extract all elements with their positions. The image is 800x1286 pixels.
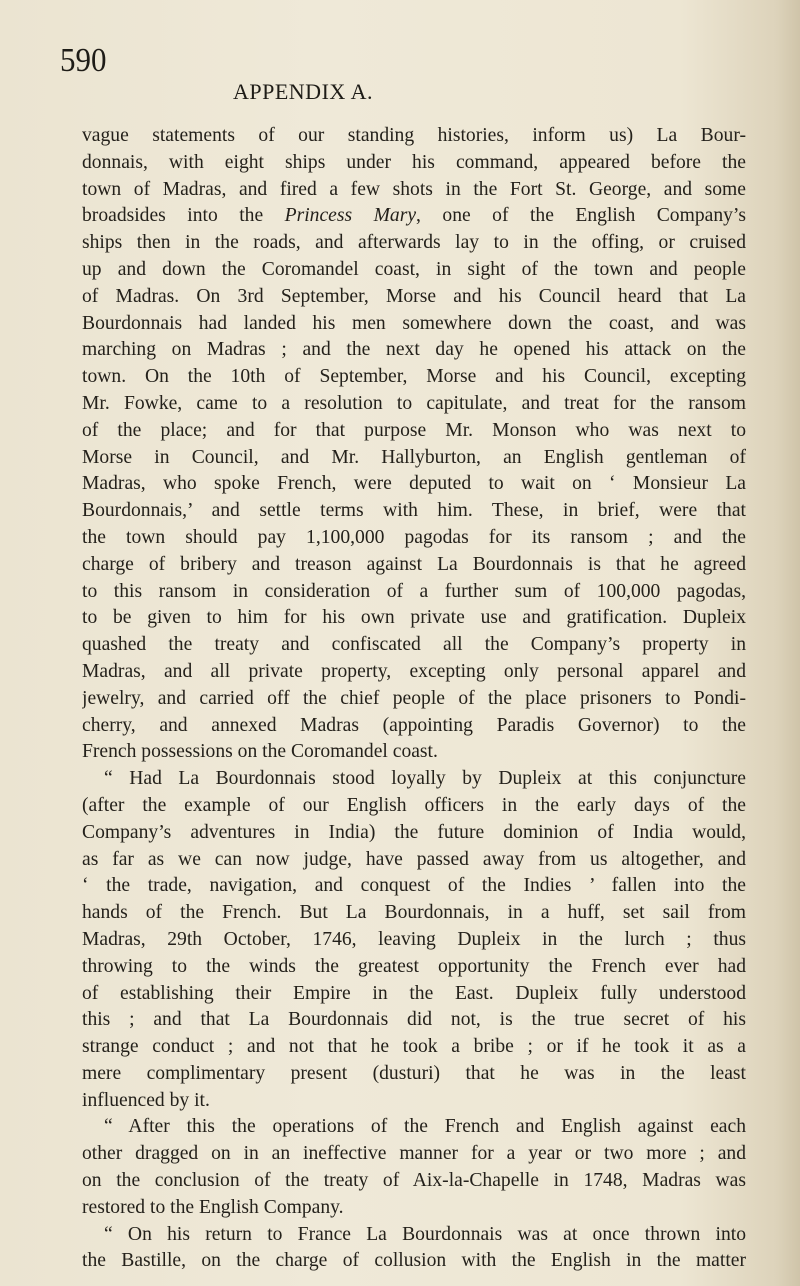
text-line: to this ransom in consideration of a further sum of 100,000 pagodas, <box>82 580 746 602</box>
text-line: Madras, who spoke French, were deputed to wait on ‘ Monsieur La <box>82 473 746 495</box>
text-line: Company’s adventures in India) the future dominion of India would, <box>82 821 746 843</box>
text-line: of establishing their Empire in the East. Dupleix fully understood <box>82 982 746 1004</box>
text-line: Madras, 29th October, 1746, leaving Dupleix in the lurch ; thus <box>82 928 746 950</box>
text-line: Bourdonnais,’ and settle terms with him. These, in brief, were that <box>82 500 746 522</box>
text-line: donnais, with eight ships under his command, appeared before the <box>82 151 746 173</box>
text-line: this ; and that La Bourdonnais did not, is the true secret of his <box>82 1009 746 1031</box>
body-text <box>82 123 746 1275</box>
text-line: Bourdonnais had landed his men somewhere down the coast, and was <box>82 312 746 334</box>
text-line: “ Had La Bourdonnais stood loyally by Dupleix at this conjuncture <box>104 768 746 790</box>
text-line: “ On his return to France La Bourdonnais was at once thrown into <box>104 1223 746 1245</box>
text-line: French possessions on the Coromandel coast. <box>82 741 438 763</box>
text-line: broadsides into the Princess Mary, one of the English Company’s <box>82 205 746 227</box>
text-line: hands of the French. But La Bourdonnais, in a huff, set sail from <box>82 902 746 924</box>
text-line: jewelry, and carried off the chief people of the place prisoners to Pondi- <box>82 687 746 709</box>
running-head: APPENDIX A. <box>233 79 373 104</box>
text-line: charge of bribery and treason against La Bourdonnais is that he agreed <box>82 553 746 575</box>
text-line: mere complimentary present (dusturi) that he was in the least <box>82 1062 746 1084</box>
text-line: other dragged on in an ineffective manner for a year or two more ; and <box>82 1143 746 1165</box>
text-line: strange conduct ; and not that he took a bribe ; or if he took it as a <box>82 1036 746 1058</box>
italic-text: Princess Mary <box>284 205 417 227</box>
text-line: vague statements of our standing histories, inform us) La Bour- <box>82 125 746 146</box>
text-line: “ After this the operations of the French and English against each <box>104 1116 746 1138</box>
text-line: Morse in Council, and Mr. Hallyburton, an English gentleman of <box>82 446 746 468</box>
text-line: marching on Madras ; and the next day he opened his attack on the <box>82 339 746 361</box>
text-line: cherry, and annexed Madras (appointing Paradis Governor) to the <box>82 714 746 736</box>
text-line: of Madras. On 3rd September, Morse and his Council heard that La <box>82 285 746 307</box>
text-line: as far as we can now judge, have passed away from us altogether, and <box>82 848 746 870</box>
text-line: the town should pay 1,100,000 pagodas for its ransom ; and the <box>82 526 746 548</box>
text-line: ‘ the trade, navigation, and conquest of the Indies ’ fallen into the <box>82 875 746 897</box>
text-line: throwing to the winds the greatest opportunity the French ever had <box>82 955 746 977</box>
text-line: ships then in the roads, and afterwards lay to in the offing, or cruised <box>82 232 746 254</box>
text-line: up and down the Coromandel coast, in sight of the town and people <box>82 258 746 280</box>
text-line: of the place; and for that purpose Mr. Monson who was next to <box>82 419 746 441</box>
text-line: influenced by it. <box>82 1089 210 1111</box>
text-line: restored to the English Company. <box>82 1196 344 1218</box>
text-line: on the conclusion of the treaty of Aix-la-Chapelle in 1748, Madras was <box>82 1170 746 1192</box>
page-number: 590 <box>60 40 107 79</box>
text-line: town of Madras, and fired a few shots in the Fort St. George, and some <box>82 178 746 200</box>
text-line: town. On the 10th of September, Morse and his Council, excepting <box>82 366 746 388</box>
text-line: the Bastille, on the charge of collusion with the English in the matter <box>82 1250 746 1272</box>
text-line: quashed the treaty and confiscated all the Company’s property in <box>82 634 746 656</box>
text-line: to be given to him for his own private use and gratification. Dupleix <box>82 607 746 629</box>
text-line: (after the example of our English officers in the early days of the <box>82 794 746 816</box>
text-line: Mr. Fowke, came to a resolution to capitulate, and treat for the ransom <box>82 392 746 414</box>
text-line: Madras, and all private property, excepting only personal apparel and <box>82 660 746 682</box>
